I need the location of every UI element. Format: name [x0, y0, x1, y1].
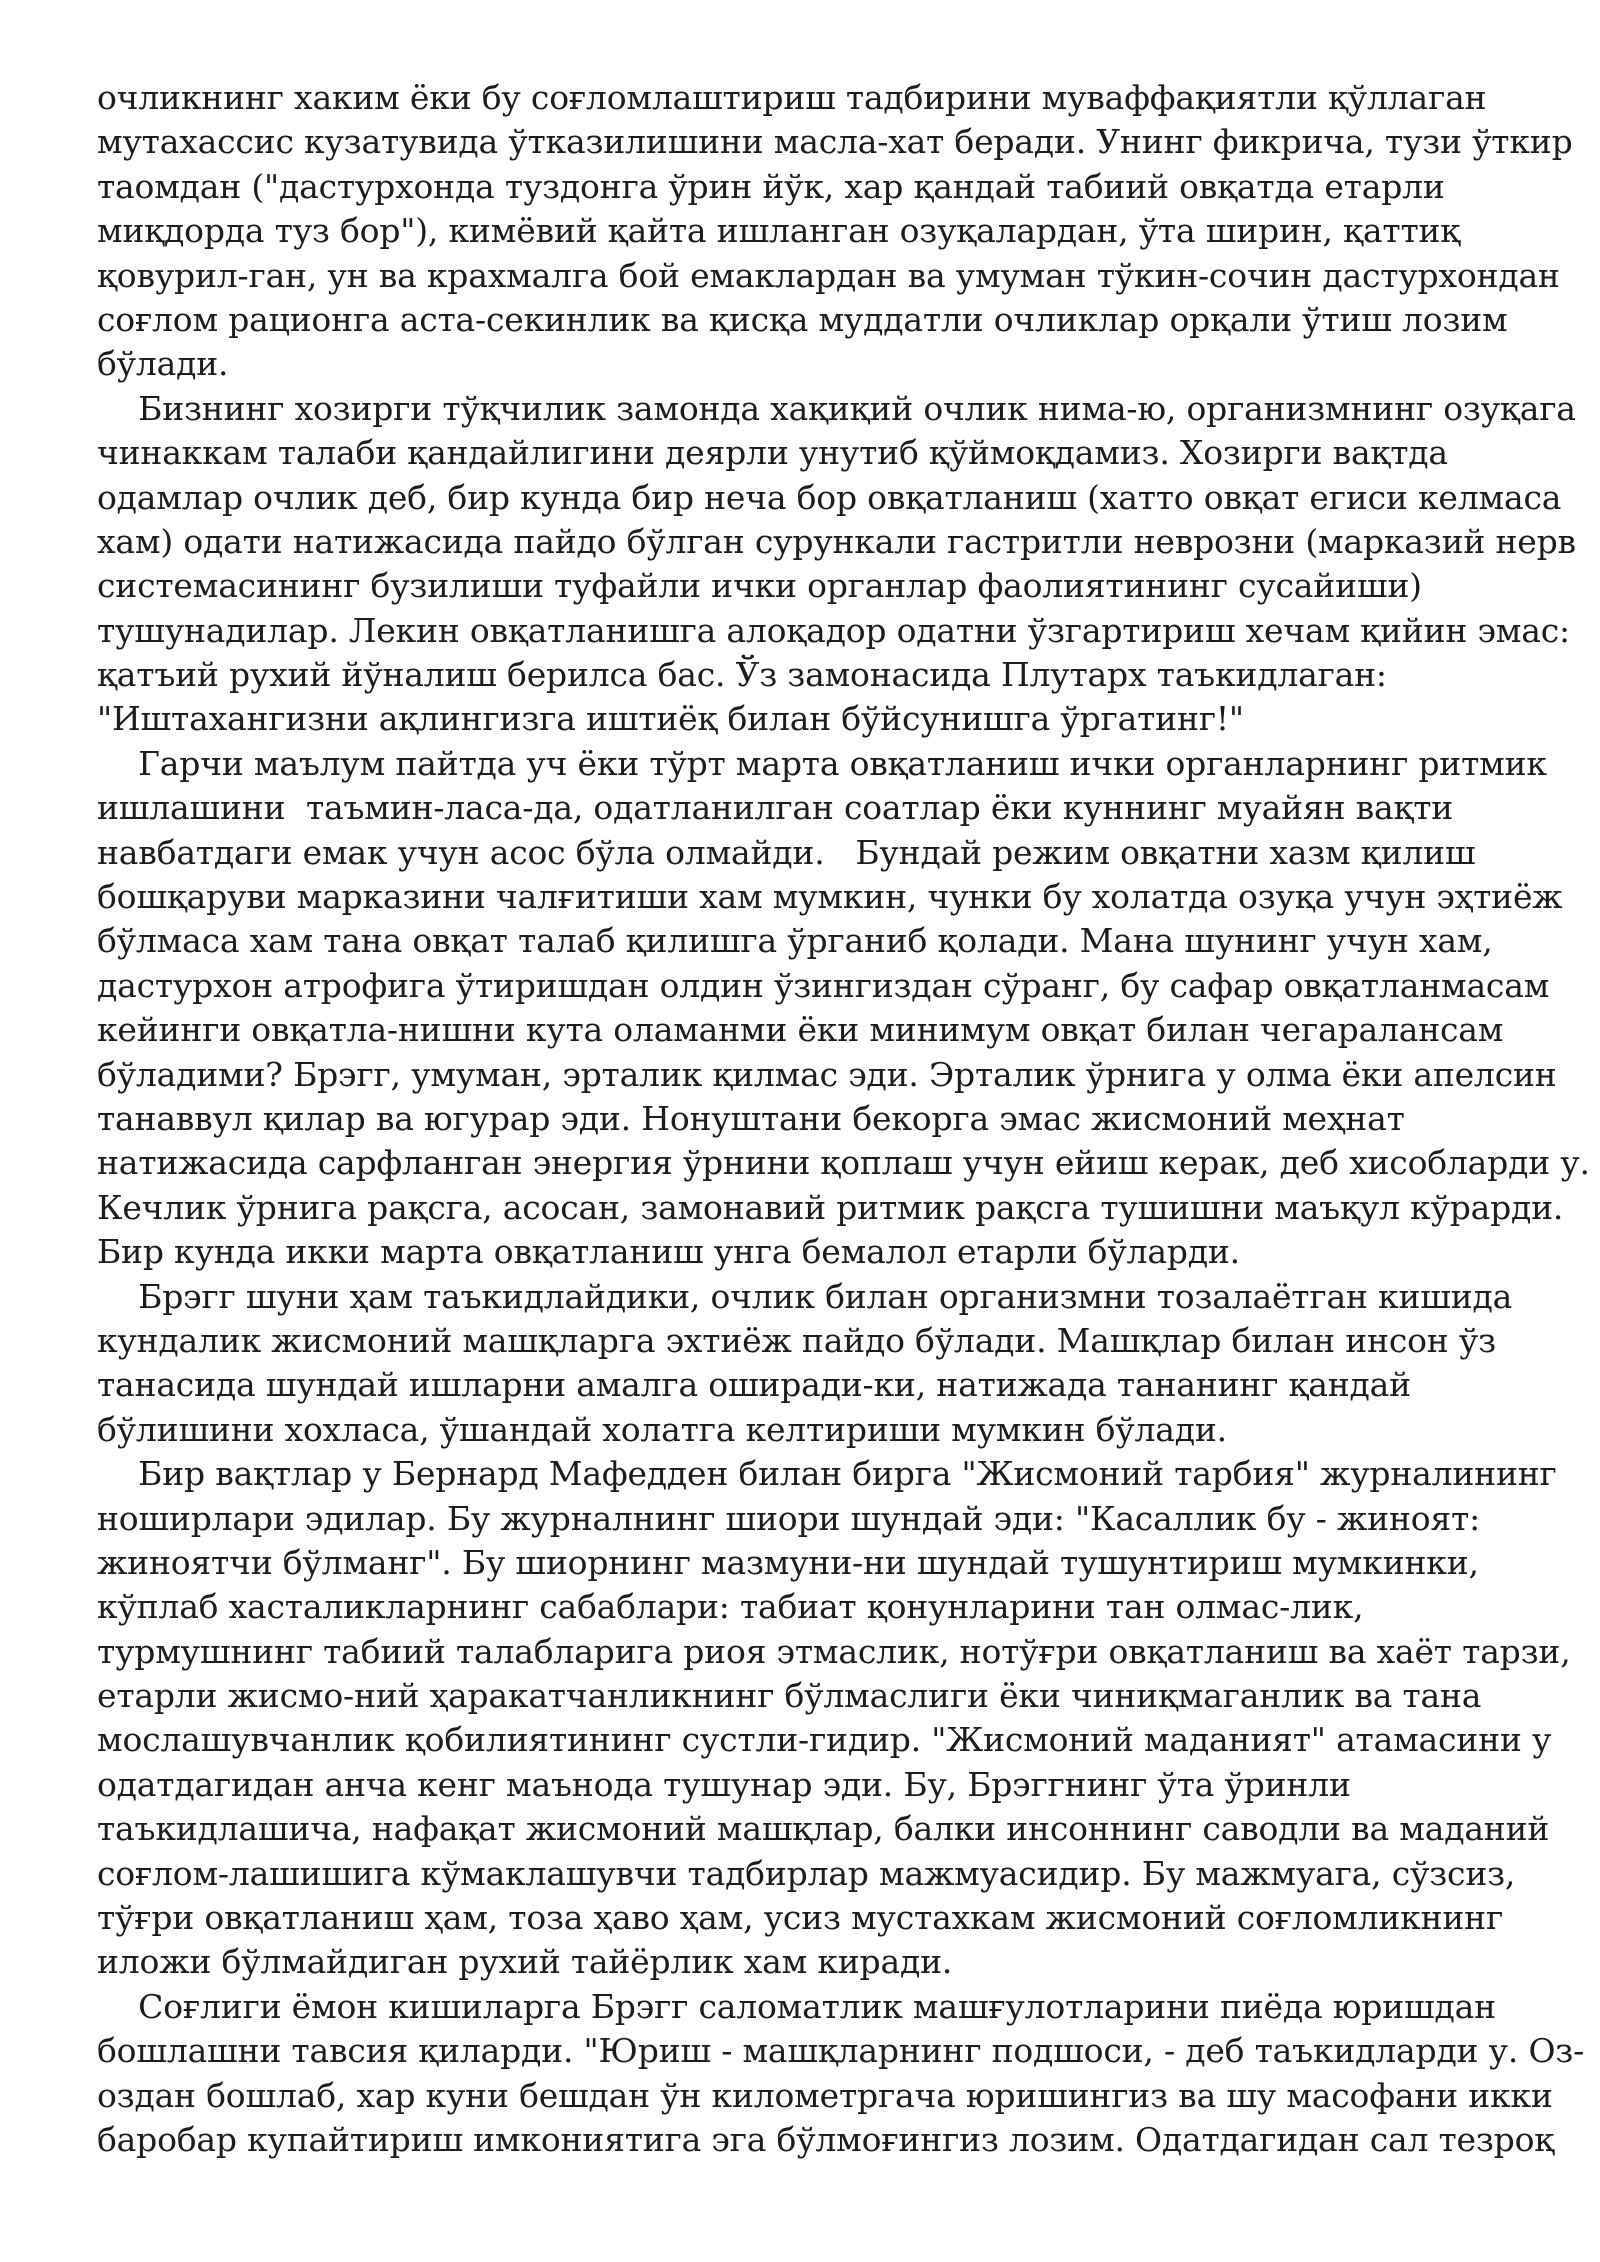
text-line: танаввул қилар ва югурар эди. Нонуштани бекорга эмас жисмоний меҳнат	[97, 1098, 1405, 1138]
text-line: Брэгг шуни ҳам таъкидлайдики, очлик билан организмни тозалаётган кишида	[97, 1276, 1513, 1316]
text-line: бўлишини хохласа, ўшандай холатга келтириши мумкин бўлади.	[97, 1409, 1227, 1449]
text-line: қовурил-ган, ун ва крахмалга бой емаклардан ва умуман тўкин-сочин дастурхондан	[97, 255, 1560, 295]
text-line: натижасида сарфланган энергия ўрнини қоплаш учун ейиш керак, деб хисобларди у.	[97, 1143, 1590, 1183]
text-line: одамлар очлик деб, бир кунда бир неча бор овқатланиш (хатто овқат егиси келмаса	[97, 477, 1562, 517]
text-line: кўплаб хасталикларнинг сабаблари: табиат қонунларини тан олмас-лик,	[97, 1587, 1364, 1627]
text-line: ноширлари эдилар. Бу журналнинг шиори шундай эди: "Касаллик бу - жиноят:	[97, 1498, 1481, 1538]
text-line: баробар купайтириш имкониятига эга бўлмоғингиз лозим. Одатдагидан сал тезроқ	[97, 2119, 1555, 2159]
text-line: одатдагидан анча кенг маънода тушунар эди. Бу, Брэггнинг ўта ўринли	[97, 1764, 1351, 1804]
text-line: Кечлик ўрнига рақсга, асосан, замонавий ритмик рақсга тушишни маъқул кўрарди.	[97, 1187, 1564, 1227]
text-line: очликнинг хаким ёки бу соғломлаштириш тадбирини муваффақиятли қўллаган	[97, 78, 1487, 117]
text-line: навбатдаги емак учун асос бўла олмайди. Бундай режим овқатни хазм қилиш	[97, 832, 1476, 872]
text-line: чинаккам талаби қандайлигини деярли унутиб қўймоқдамиз. Хозирги вақтда	[97, 433, 1448, 473]
text-line: мослашувчанлик қобилиятининг сустли-гидир. "Жисмоний маданият" атамасини у	[97, 1720, 1552, 1760]
text-line: тўғри овқатланиш ҳам, тоза ҳаво ҳам, усиз мустахкам жисмоний соғломликнинг	[97, 1898, 1504, 1938]
text-line: мутахассис кузатувида ўтказилишини масла-хат беради. Унинг фикрича, тузи ўткир	[97, 122, 1573, 162]
text-line: "Иштахангизни ақлингизга иштиёқ билан бўйсунишга ўргатинг!"	[97, 699, 1244, 739]
text-line: миқдорда туз бор"), кимёвий қайта ишланган озуқалардан, ўта ширин, қаттиқ	[97, 211, 1461, 251]
text-line: Соғлиги ёмон кишиларга Брэгг саломатлик машғулотларини пиёда юришдан	[97, 1986, 1496, 2026]
text-line: системасининг бузилиши туфайли ички органлар фаолиятининг сусайиши)	[97, 566, 1422, 606]
text-line: Бир кунда икки марта овқатланиш унга бемалол етарли бўларди.	[97, 1232, 1240, 1272]
text-line: кундалик жисмоний машқларга эхтиёж пайдо бўлади. Машқлар билан инсон ўз	[97, 1320, 1496, 1360]
text-line: таомдан ("дастурхонда туздонга ўрин йўк, хар қандай табиий овқатда етарли	[97, 166, 1445, 206]
text-line: соғлом рационга аста-секинлик ва қисқа муддатли очликлар орқали ўтиш лозим	[97, 299, 1508, 339]
text-line: тушунадилар. Лекин овқатланишга алоқадор одатни ўзгартириш хечам қийин эмас:	[97, 610, 1570, 650]
text-line: бошқаруви марказини чалғитиши хам мумкин, чунки бу холатда озуқа учун эҳтиёж	[97, 877, 1563, 917]
text-line: соғлом-лашишига кўмаклашувчи тадбирлар мажмуасидир. Бу мажмуага, сўзсиз,	[97, 1853, 1516, 1893]
text-line: Гарчи маълум пайтда уч ёки тўрт марта овқатланиш ички органларнинг ритмик	[97, 743, 1547, 783]
text-line: турмушнинг табиий талабларига риоя этмаслик, нотўғри овқатланиш ва хаёт тарзи,	[97, 1631, 1571, 1671]
text-line: таъкидлашича, нафақат жисмоний машқлар, балки инсоннинг саводли ва маданий	[97, 1809, 1550, 1849]
text-line: бўлмаса хам тана овқат талаб қилишга ўрганиб қолади. Мана шунинг учун хам,	[97, 921, 1493, 961]
text-line: хам) одати натижасида пайдо бўлган сурункали гастритли неврозни (марказий нерв	[97, 521, 1576, 561]
text-line: иложи бўлмайдиган рухий тайёрлик хам киради.	[97, 1942, 953, 1982]
text-line: бошлашни тавсия қиларди. "Юриш - машқларнинг подшоси, - деб таъкидларди у. Оз-	[97, 2031, 1585, 2071]
text-line: жиноятчи бўлманг". Бу шиорнинг мазмуни-ни шундай тушунтириш мумкинки,	[97, 1542, 1479, 1582]
text-line: Бир вақтлар у Бернард Мафедден билан бирга "Жисмоний тарбия" журналининг	[97, 1454, 1557, 1494]
text-line: қатъий рухий йўналиш берилса бас. Ўз замонасида Плутарх таъкидлаган:	[97, 655, 1387, 695]
text-line: кейинги овқатла-нишни кута оламанми ёки минимум овқат билан чегаралансам	[97, 1010, 1504, 1050]
text-line: дастурхон атрофига ўтиришдан олдин ўзингиздан сўранг, бу сафар овқатланмасам	[97, 965, 1550, 1005]
text-line: бўлади.	[97, 344, 229, 384]
text-line: Бизнинг хозирги тўқчилик замонда хақиқий очлик нима-ю, организмнинг озуқага	[97, 388, 1576, 428]
text-line: ишлашини таъмин-ласа-да, одатланилган соатлар ёки куннинг муайян вақти	[97, 788, 1454, 828]
text-line: танасида шундай ишларни амалга оширади-ки, натижада тананинг қандай	[97, 1365, 1411, 1405]
document-page	[97, 76, 1590, 2162]
text-line: оздан бошлаб, хар куни бешдан ўн километргача юришингиз ва шу масофани икки	[97, 2075, 1553, 2115]
text-line: етарли жисмо-ний ҳаракатчанликнинг бўлмаслиги ёки чиниқмаганлик ва тана	[97, 1676, 1482, 1716]
text-line: бўладими? Брэгг, умуман, эрталик қилмас эди. Эрталик ўрнига у олма ёки апелсин	[97, 1054, 1557, 1094]
